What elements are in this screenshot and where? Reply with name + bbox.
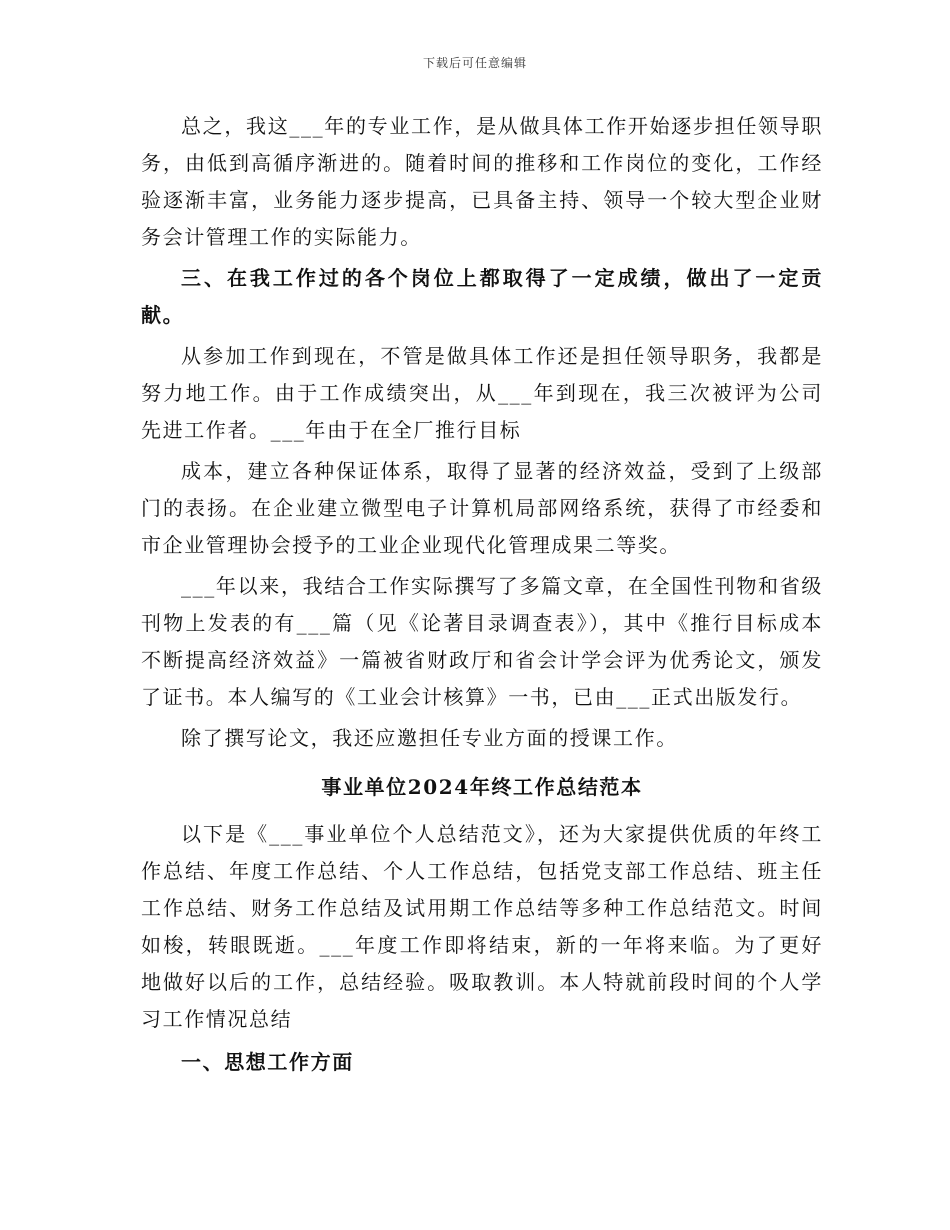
paragraph-intro: 以下是《___事业单位个人总结范文》，还为大家提供优质的年终工作总结、年度工作总结、个人工作总结，包括党支部工作总结、班主任工作总结、财务工作总结及试用期工作总结等多种工作总结范文。时间如梭，转眼既逝。___年度工作即将结束，新的一年将来临。为了更好地做好以后的工作，总结经验。吸取教训。本人特就前段时间的个人学习工作情况总结 (141, 822, 823, 1031)
section-heading-one: 一、思想工作方面 (181, 1050, 354, 1074)
document-title: 事业单位2024年终工作总结范本 (321, 775, 643, 799)
paragraph-summary: 总之，我这___年的专业工作，是从做具体工作开始逐步担任领导职务，由低到高循序渐进的。随着时间的推移和工作岗位的变化，工作经验逐渐丰富，业务能力逐步提高，已具备主持、领导一个较大型企业财务会计管理工作的实际能力。 (141, 114, 823, 249)
paragraph-achievements: 从参加工作到现在，不管是做具体工作还是担任领导职务，我都是努力地工作。由于工作成绩突出，从___年到现在，我三次被评为公司先进工作者。___年由于在全厂推行目标 (141, 344, 823, 442)
document-body (141, 108, 823, 1081)
page-header: 下载后可任意编辑 (422, 56, 527, 70)
section-heading-three: 三、在我工作过的各个岗位上都取得了一定成绩，做出了一定贡献。 (141, 266, 823, 327)
paragraph-teaching: 除了撰写论文，我还应邀担任专业方面的授课工作。 (181, 726, 678, 750)
paragraph-publications: ___年以来，我结合工作实际撰写了多篇文章，在全国性刊物和省级刊物上发表的有___篇（见《论著目录调查表》），其中《推行目标成本不断提高经济效益》一篇被省财政厅和省会计学会评为优秀论文，颁发了证书。本人编写的《工业会计核算》一书，已由___正式出版发行。 (141, 574, 823, 709)
paragraph-cost-management: 成本，建立各种保证体系，取得了显著的经济效益，受到了上级部门的表扬。在企业建立微型电子计算机局部网络系统，获得了市经委和市企业管理协会授予的工业企业现代化管理成果二等奖。 (141, 459, 823, 557)
